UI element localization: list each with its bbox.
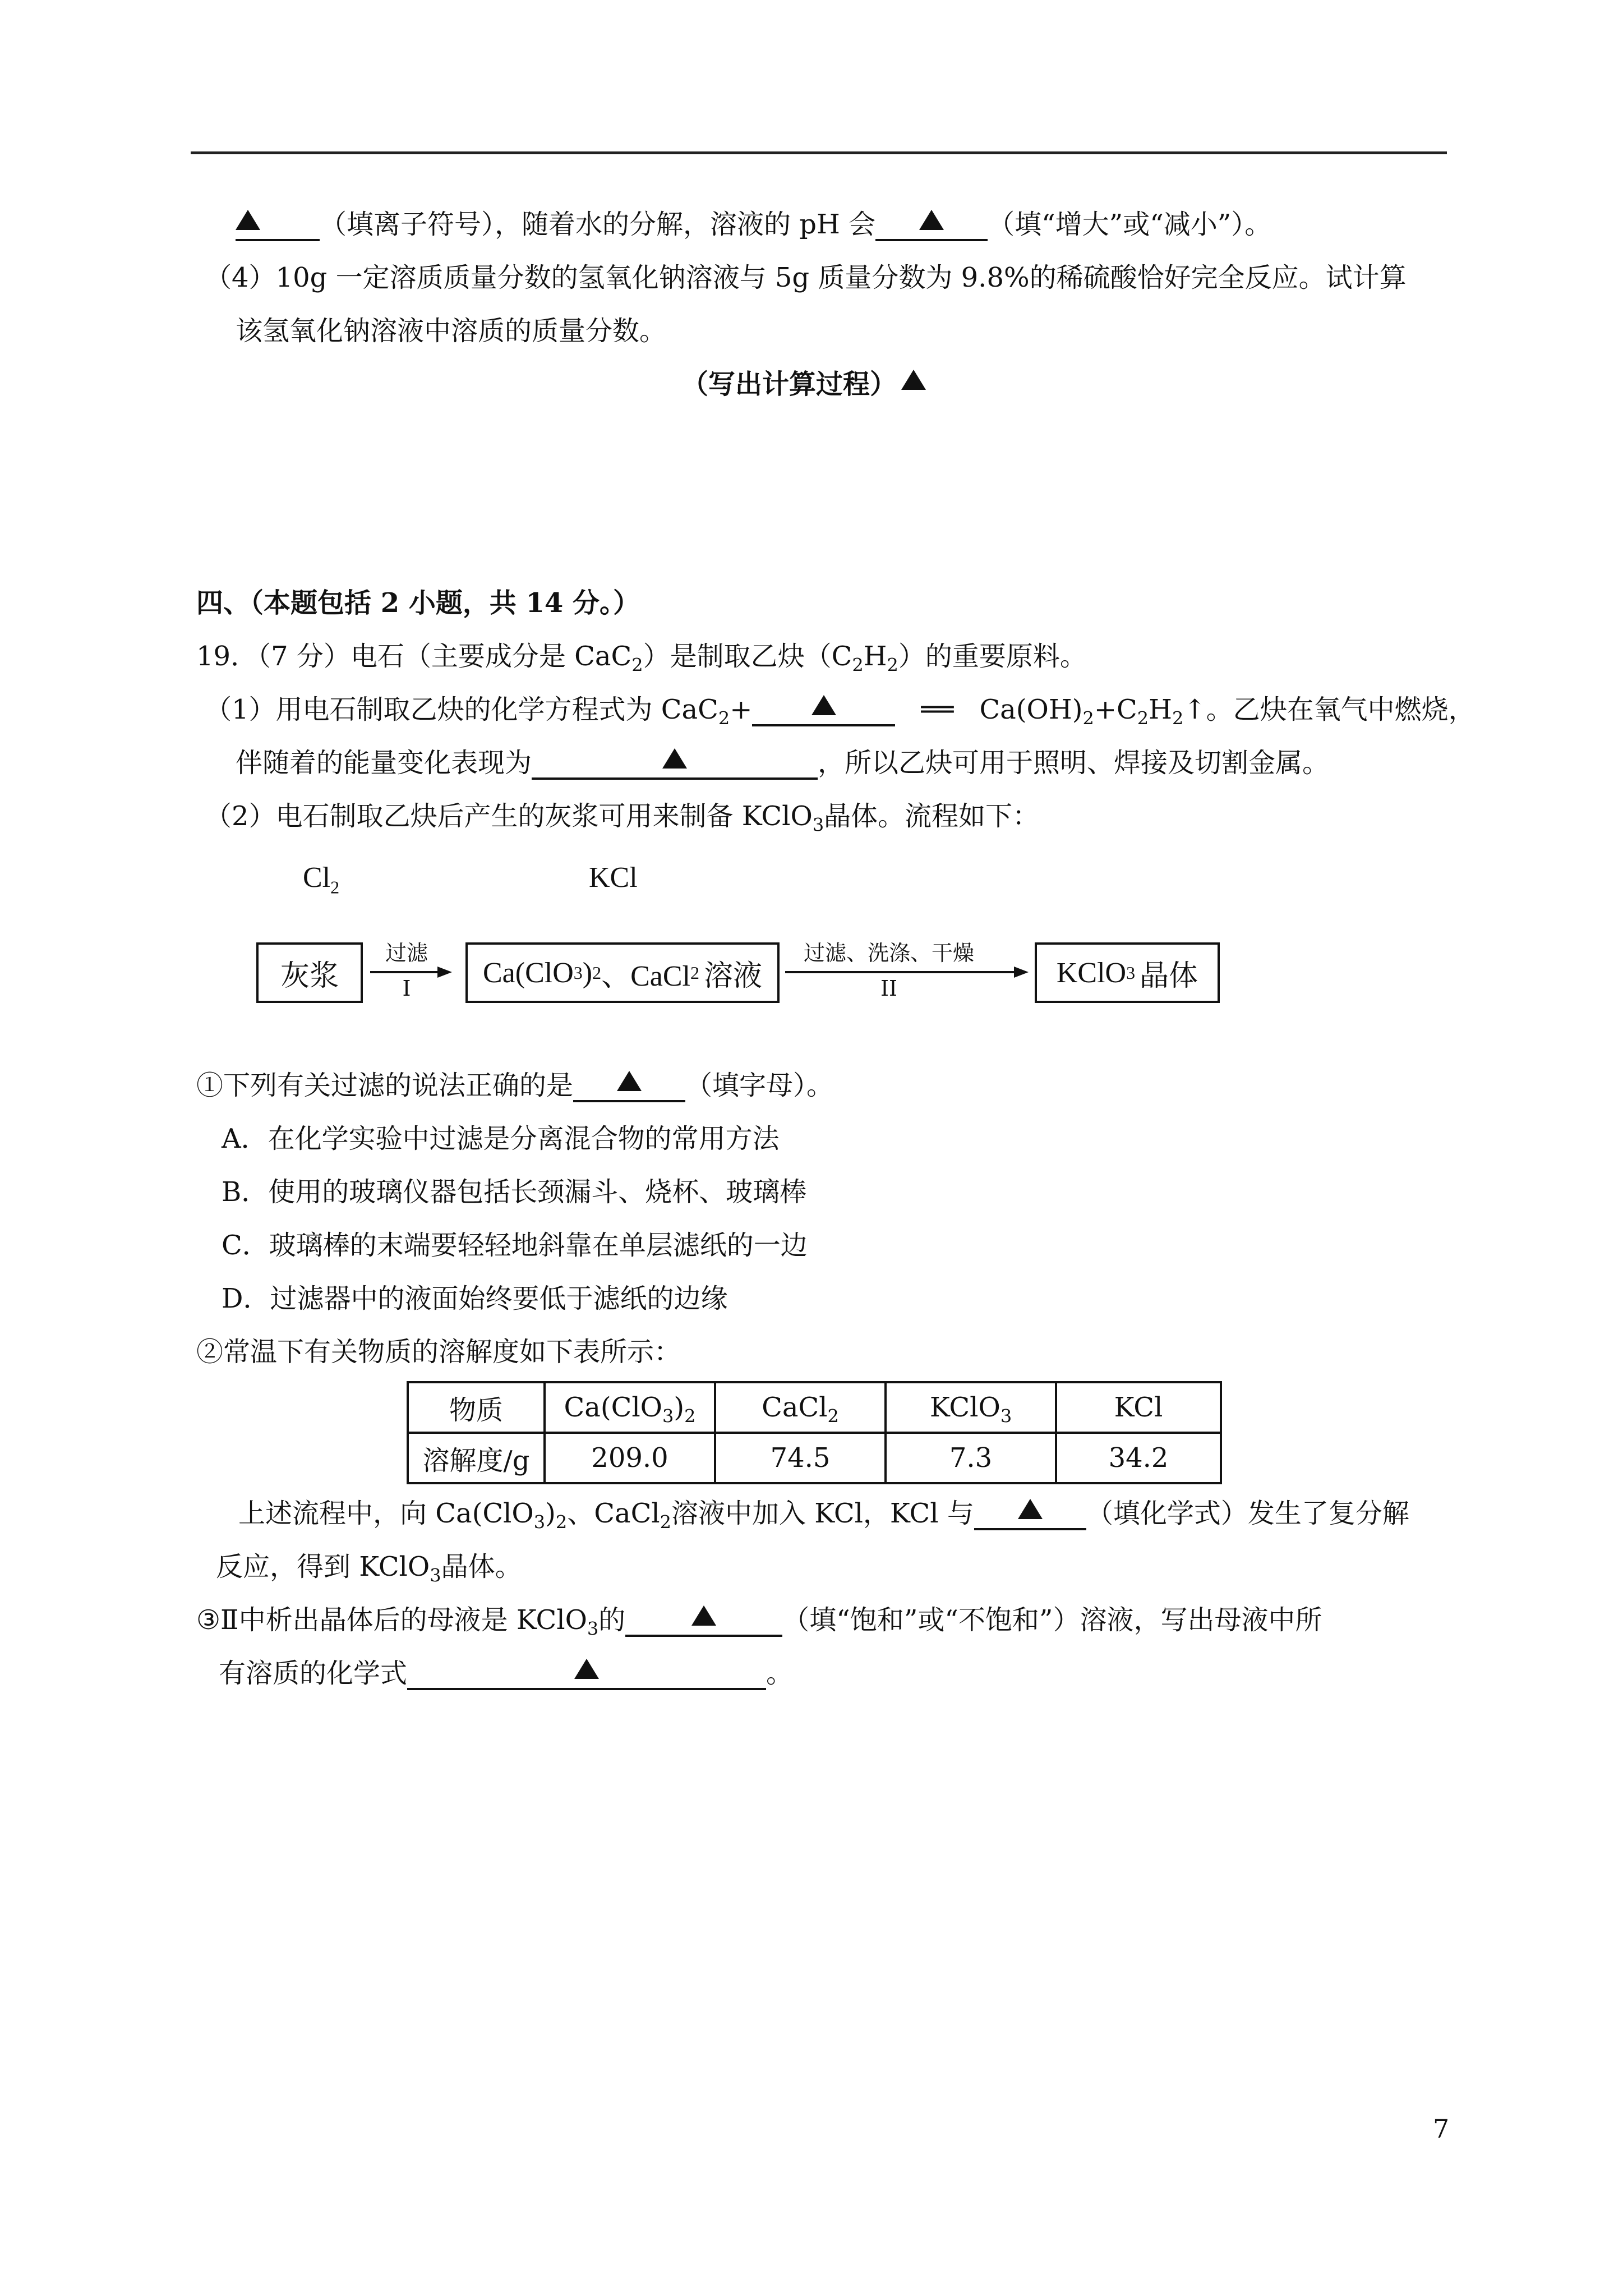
triangle-icon [617,1071,642,1091]
table-cell: 34.2 [1056,1433,1221,1483]
triangle-icon [236,210,260,230]
q19-part2: （2）电石制取乙炔后产生的灰浆可用来制备 KClO$_3$晶体。流程如下： [205,800,1040,836]
option-c: C．玻璃棒的末端要轻轻地斜靠在单层滤纸的一边 [222,1230,808,1261]
equation-sign: ══ [921,694,954,725]
triangle-icon [901,370,926,390]
triangle-icon [574,1659,599,1679]
answer-blank[interactable] [532,746,818,780]
option-d: D．过滤器中的液面始终要低于滤纸的边缘 [222,1283,728,1314]
option-b: B．使用的玻璃仪器包括长颈漏斗、烧杯、玻璃棒 [222,1176,807,1208]
answer-blank[interactable] [875,208,988,241]
flow-box-slurry: 灰浆 [256,942,363,1003]
mother-liquor-line2: 有溶质的化学式 。 [219,1658,794,1689]
filter-question: ①下列有关过滤的说法正确的是 （填字母）。 [196,1070,834,1101]
table-header: $Ca(ClO_3)_2$ [545,1382,715,1433]
mother-liquor-line1: ③Ⅱ中析出晶体后的母液是 KClO$_3$的 （填“饱和”或“不饱和”）溶液，写出母液中所 [196,1604,1322,1640]
arrow2-head-icon [1014,967,1029,978]
table-cell: 74.5 [715,1433,886,1483]
arrow2-label: 过滤、洗涤、干燥 [803,941,974,965]
flow-box-product: KClO 3 晶体 [1035,942,1220,1003]
table-row [408,1433,1221,1483]
arrow1-label: 过滤 [385,941,428,965]
triangle-icon [919,210,944,230]
q4-hint: （写出计算过程） [681,367,926,401]
answer-blank[interactable] [407,1657,766,1690]
section-heading: 四、（本题包括 2 小题，共 14 分。） [196,587,640,619]
arrow2-step: II [880,976,898,1001]
table-cell: 7.3 [886,1433,1056,1483]
page-number: 7 [1433,2114,1450,2144]
solubility-stem: ②常温下有关物质的溶解度如下表所示： [196,1336,681,1368]
flow-box-solution: Ca(ClO 3 ) 2 、CaCl 2 溶液 [465,942,780,1003]
answer-blank[interactable] [752,693,895,726]
flow-input-kcl: KCl [589,862,638,894]
solubility-text1: 上述流程中，向 $Ca(ClO_3)_2$、CaCl$_2$溶液中加入 KCl，KCl 与 （填化学式）发生了复分解 [238,1498,1409,1533]
answer-blank[interactable] [573,1069,685,1102]
table-row-label: 溶解度/g [408,1433,545,1483]
option-a: A．在化学实验中过滤是分离混合物的常用方法 [222,1123,780,1154]
table-header: KClO$_3$ [886,1382,1056,1433]
header-rule [191,151,1447,154]
solubility-table [407,1381,1222,1484]
triangle-icon [1018,1499,1043,1519]
answer-blank[interactable] [974,1497,1086,1530]
q19-intro: 19．（7 分）电石（主要成分是 CaC$_2$）是制取乙炔$(C_2H_2)$的重要原料。 [196,641,1087,676]
triangle-icon [691,1605,716,1626]
q4-line1: （4）10g 一定溶质质量分数的氢氧化钠溶液与 5g 质量分数为 9.8%的稀硫酸恰好完全反应。试计算 [205,262,1407,293]
triangle-icon [662,748,687,769]
q19-part1-line1: （1）用电石制取乙炔的化学方程式为 CaC$_2$+ ══ $Ca(OH)_2+C_2H_2↑$。乙炔在氧气中燃烧， [205,694,1476,729]
arrow1-step: I [402,976,411,1001]
table-header: CaCl$_2$ [715,1382,886,1433]
answer-blank[interactable] [625,1603,782,1637]
flow-input-cl2: $Cl_2$ [303,862,340,898]
table-header-row [408,1382,1221,1433]
answer-blank[interactable] [236,208,320,241]
q3-line: （填离子符号），随着水的分解，溶液的 pH 会 （填“增大”或“减小”）。 [236,208,1271,241]
table-header: 物质 [408,1382,545,1433]
arrow2 [785,971,1015,973]
solubility-text2: 反应，得到 KClO$_3$晶体。 [216,1551,522,1586]
arrow1 [370,971,437,973]
q4-line2: 该氢氧化钠溶液中溶质的质量分数。 [236,315,667,347]
triangle-icon [811,695,836,715]
table-header: KCl [1056,1382,1221,1433]
q19-part1-line2: 伴随着的能量变化表现为 ，所以乙炔可用于照明、焊接及切割金属。 [236,747,1330,779]
table-cell: 209.0 [545,1433,715,1483]
arrow1-head-icon [437,967,452,978]
